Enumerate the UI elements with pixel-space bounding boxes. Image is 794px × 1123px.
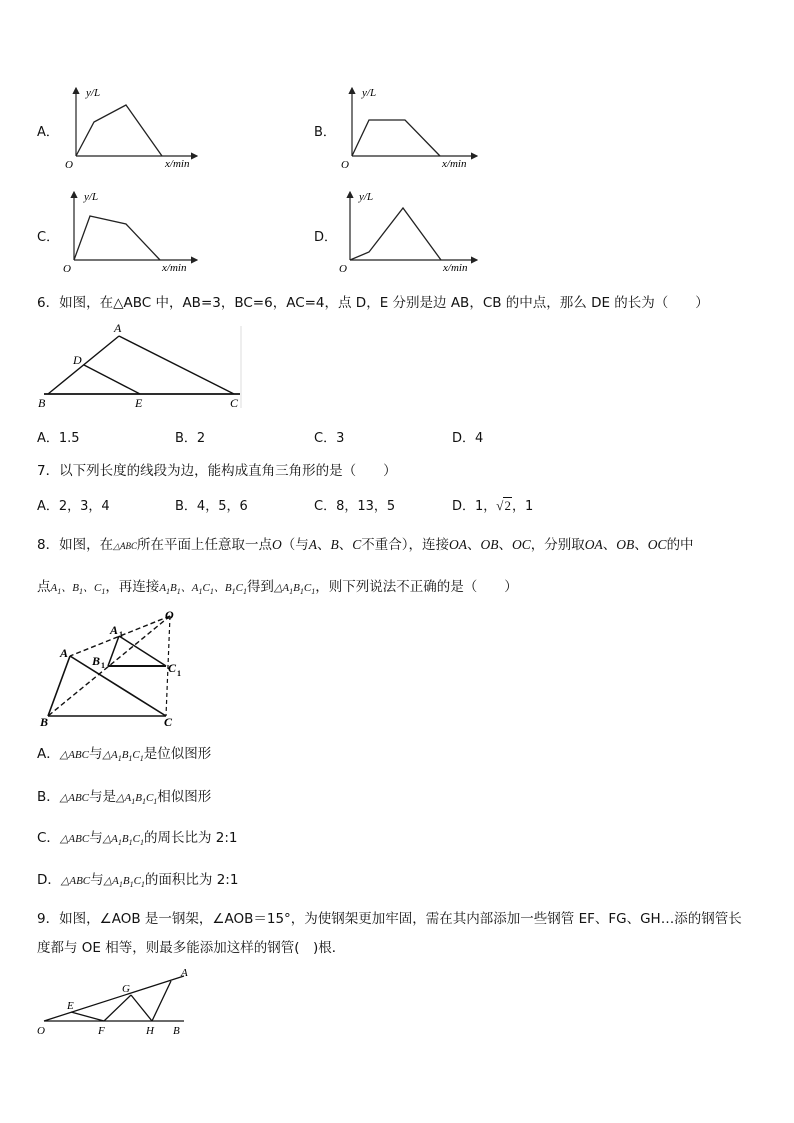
q8-line-1: 8．如图，在△ABC所在平面上任意取一点O（与A、B、C不重合），连接OA、OB、OC，分别取OA、OB、OC的中 xyxy=(37,537,694,553)
q9-fig-a: A xyxy=(181,967,188,979)
q5a-ylabel: y/L xyxy=(86,87,101,99)
q6-option-c: C．3 xyxy=(314,431,345,446)
q5-option-b-label: B． xyxy=(314,125,336,140)
q6-option-a: A．1.5 xyxy=(37,431,80,446)
q9-fig-f: F xyxy=(98,1025,105,1037)
q5d-ylabel: y/L xyxy=(359,191,374,203)
q7-option-b: B．4，5，6 xyxy=(175,499,248,514)
q5c-xlabel: x/min xyxy=(162,262,187,274)
q8-option-a: A．△ABC与$\triangle A_1B_1C_1$是位似图形 xyxy=(37,746,212,763)
q8-fig-a1-sub: 1 xyxy=(119,630,123,639)
q7-stem: 7．以下列长度的线段为边，能构成直角三角形的是（ ） xyxy=(37,463,397,479)
q9-line-1: 9．如图，∠AOB 是一钢架，∠AOB＝15°，为使钢架更加牢固，需在其内部添加一些钢管 EF、FG、GH…添的钢管长 xyxy=(37,911,742,927)
q5d-xlabel: x/min xyxy=(443,262,468,274)
q6-stem: 6．如图，在△ABC 中，AB=3，BC=6，AC=4，点 D，E 分别是边 AB，CB 的中点，那么 DE 的长为（ ） xyxy=(37,295,709,311)
q6-label-b: B xyxy=(38,396,46,410)
q6-option-d: D．4 xyxy=(452,431,484,446)
q9-fig-e: E xyxy=(67,1000,74,1012)
q8-fig-c: C xyxy=(164,715,173,729)
q8-fig-b: B xyxy=(40,715,49,729)
q5c-ylabel: y/L xyxy=(84,191,99,203)
q7-option-a: A．2，3，4 xyxy=(37,499,110,514)
q5-graph-b xyxy=(337,82,482,172)
q9-fig-h: H xyxy=(146,1025,154,1037)
q5-option-a-label: A． xyxy=(37,125,59,140)
q5-option-c-label: C． xyxy=(37,230,60,245)
q5c-origin: O xyxy=(63,263,71,275)
q5a-origin: O xyxy=(65,159,73,171)
q5-graph-d xyxy=(337,186,482,276)
q5b-ylabel: y/L xyxy=(362,87,377,99)
q5d-origin: O xyxy=(339,263,347,275)
q6-figure xyxy=(34,318,249,413)
q7-option-c: C．8，13，5 xyxy=(314,499,396,514)
q8-option-b: B．△ABC与是$\triangle A_1B_1C_1$相似图形 xyxy=(37,789,212,806)
q9-fig-o: O xyxy=(37,1025,45,1037)
q8-fig-a: A xyxy=(60,646,69,660)
q6-option-b: B．2 xyxy=(175,431,206,446)
q5b-origin: O xyxy=(341,159,349,171)
sqrt-radicand: 2 xyxy=(504,498,511,513)
q6-label-a: A xyxy=(114,321,122,335)
q9-fig-b: B xyxy=(173,1025,180,1037)
q8-fig-a1: A xyxy=(110,623,119,637)
q8-figure xyxy=(34,604,194,729)
q9-line-2: 度都与 OE 相等，则最多能添加这样的钢管( )根． xyxy=(37,940,346,956)
q5-graph-a xyxy=(62,82,202,172)
q8-fig-b1-sub: 1 xyxy=(101,661,105,670)
q6-label-c: C xyxy=(230,396,239,410)
q8-line-2: 点$A_1$、$B_1$、$C_1$，再连接$A_1B_1$、$A_1C_1$、$B_1C_1$得到$\triangle A_1B_1C_1$，则下列说法不正确的是（ ） xyxy=(37,579,518,596)
q5-graph-c xyxy=(62,186,202,276)
q6-label-e: E xyxy=(135,396,143,410)
q9-fig-g: G xyxy=(122,983,130,995)
q8-fig-o: O xyxy=(165,608,174,622)
q8-option-d: D．△ABC与$\triangle A_1B_1C_1$的面积比为 2:1 xyxy=(37,872,239,889)
q9-figure xyxy=(34,962,204,1042)
q8-option-c: C．△ABC与$\triangle A_1B_1C_1$的周长比为 2:1 xyxy=(37,830,238,847)
q8-fig-c1-sub: 1 xyxy=(177,669,181,678)
q8-fig-c1: C xyxy=(168,661,177,675)
q8-fig-b1: B xyxy=(92,654,101,668)
q6-label-d: D xyxy=(73,353,82,367)
q7-option-d: D．1，√2，1 xyxy=(452,498,534,514)
q5b-xlabel: x/min xyxy=(442,158,467,170)
q5a-xlabel: x/min xyxy=(165,158,190,170)
q5-option-d-label: D． xyxy=(314,230,338,245)
